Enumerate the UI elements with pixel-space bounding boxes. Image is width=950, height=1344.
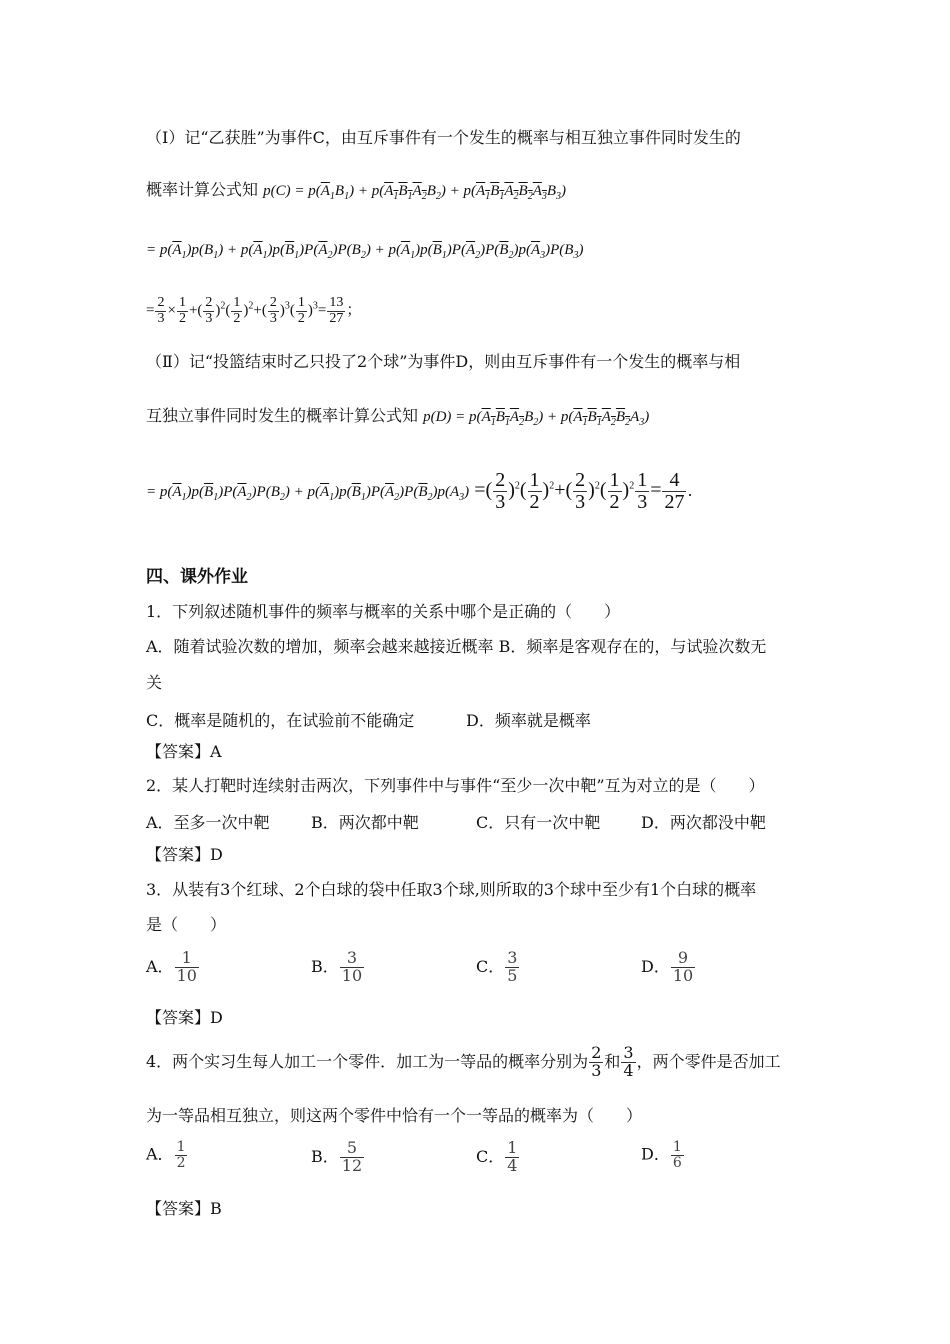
q2-stem: 2．某人打靶时连续射击两次，下列事件中与事件“至少一次中靶”互为对立的是（ ） (146, 776, 765, 795)
q3-option-b: B． $\frac{3}{10}$ (311, 948, 363, 985)
q2-option-c: C．只有一次中靶 (476, 813, 601, 832)
formula-pc-line1: $p(C) = p(\overline{A}_1B_1) + p(A_1B_1A_2B_2) + p(A_1B_1A_2B_2A_3B_3)$ (263, 183, 567, 202)
q1-option-c: C．概率是随机的，在试验前不能确定 (146, 711, 415, 730)
q1-stem: 1．下列叙述随机事件的频率与概率的关系中哪个是正确的（ ） (146, 602, 621, 621)
q3-stem: 3．从装有3个红球、2个白球的袋中任取3个球,则所取的3个球中至少有1个白球的概率 (146, 880, 757, 899)
q2-answer: 【答案】D (146, 845, 223, 864)
q3-answer: 【答案】D (146, 1008, 223, 1027)
formula-pc-line2: = $p(\overline{A}_1)p(B_1) + p(\overline{A}_1)p(\overline{B}_1)P(\overline{A}_2)P(B_2) + p(\overline{A}_1)p(\overline{B}_1)P(\overline{A}_2)P(\overline{B}_2)p(\overline{A}_3)P(B_3)$ (146, 242, 584, 261)
formula-pc-line3: = $\frac{2}{3}$ × $\frac{1}{2}$ +( $\frac{2}{3}$ )$^2$( $\frac{1}{2}$ )$^2$+( $\frac{2}{3}$ )$^3$( $\frac{1}{2}$ )$^3$= $\frac{13}{27}$ ； (146, 295, 362, 326)
q3-option-d: D． $\frac{9}{10}$ (641, 948, 694, 985)
q1-answer: 【答案】A (146, 742, 222, 761)
q4-option-c: C． $\frac{1}{4}$ (476, 1138, 518, 1175)
q4-stem: 4．两个实习生每人加工一个零件．加工为一等品的概率分别为 $\frac{2}{3}$ 和 $\frac{3}{4}$ ，两个零件是否加工 (146, 1043, 781, 1080)
q2-option-b: B．两次都中靶 (311, 813, 419, 832)
q4-option-b: B． $\frac{5}{12}$ (311, 1138, 363, 1175)
part1-line5-end: ； (346, 302, 362, 319)
homework-heading: 四、课外作业 (146, 567, 248, 587)
part1-line2-text: 概率计算公式知 (146, 180, 259, 199)
q4-option-a: A． $\frac{1}{2}$ (146, 1139, 186, 1171)
q4-option-d: D． $\frac{1}{6}$ (641, 1139, 682, 1171)
formula-pd-line2: = $p(\overline{A}_1)p(\overline{B}_1)P(\overline{A}_2)P(B_2) + p(\overline{A}_1)p(\overline{B}_1)P(\overline{A}_2)P(\overline{B}_2)p(A_3)$ =( $\frac{2}{3}$ )$^2$( $\frac{1}{2}$ )$^2$+( $\frac{2}{3}$ )$^2$( $\frac{1}{2}$ )$^2$ $\frac{1}{3}$ = $\frac{4}{27}$ . (146, 469, 693, 513)
q4-answer: 【答案】B (146, 1199, 222, 1218)
q3-option-c: C． $\frac{3}{5}$ (476, 948, 518, 985)
part2-line2 (146, 406, 649, 433)
q2-option-a: A．至多一次中靶 (146, 813, 270, 832)
q1-option-d: D．频率就是概率 (466, 711, 591, 730)
formula-pd-line1: $p(D) = p(A_1B_1A_2B_2) + p(A_1B_1A_2B_2A_3)$ (423, 409, 650, 428)
q1-options-ab-cont: 关 (146, 673, 163, 692)
q3-stem-cont: 是（ ） (146, 915, 227, 934)
q2-option-d: D．两次都没中靶 (641, 813, 766, 832)
q3-option-a: A． $\frac{1}{10}$ (146, 948, 197, 985)
part2-line2-text: 互独立事件同时发生的概率计算公式知 (146, 406, 419, 425)
part1-line1: （Ⅰ）记“乙获胜”为事件C，由互斥事件有一个发生的概率与相互独立事件同时发生的 (146, 128, 741, 147)
q4-stem-cont: 为一等品相互独立，则这两个零件中恰有一个一等品的概率为（ ） (146, 1106, 643, 1125)
part2-line3-end: . (687, 481, 693, 501)
q1-options-ab: A．随着试验次数的增加，频率会越来越接近概率 B．频率是客观存在的，与试验次数无 (146, 637, 767, 656)
part1-line2 (146, 180, 566, 207)
part2-line1: （Ⅱ）记“投篮结束时乙只投了2个球”为事件D，则由互斥事件有一个发生的概率与相 (146, 352, 741, 371)
